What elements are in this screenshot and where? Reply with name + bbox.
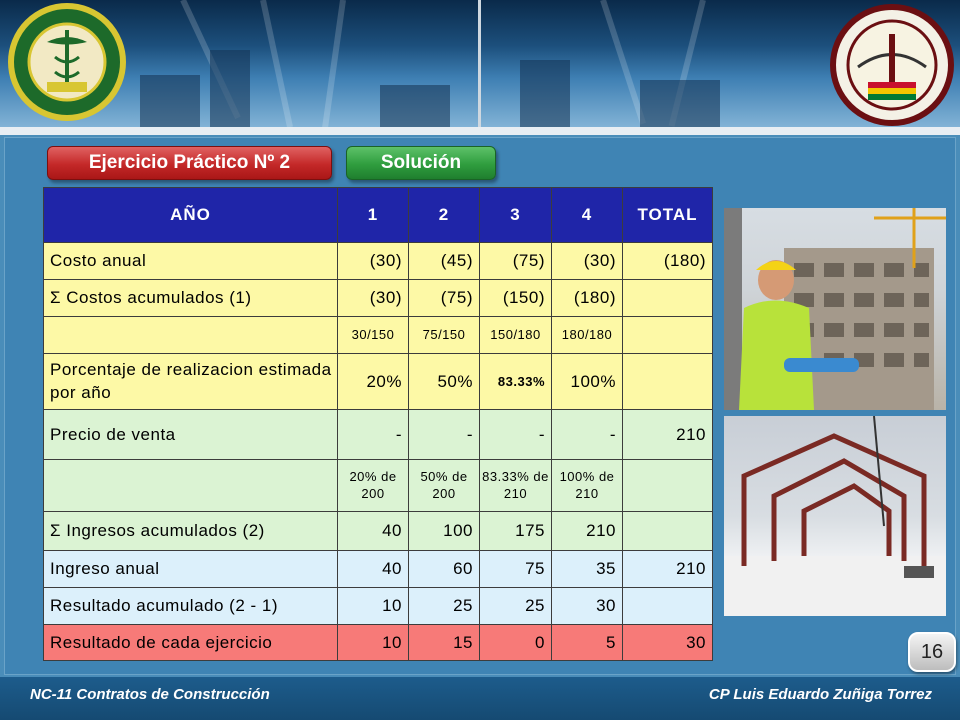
table-row <box>44 243 713 280</box>
table-row <box>44 460 713 512</box>
banner-building <box>140 75 200 130</box>
footer-bar <box>0 677 960 720</box>
colegio-bolivia-logo <box>8 3 126 121</box>
banner-light-ray <box>322 0 346 129</box>
solucion-button[interactable]: Solución <box>346 146 496 180</box>
table-cell: 30 <box>552 588 623 625</box>
banner-building <box>520 60 570 130</box>
table-cell: (30) <box>338 243 409 280</box>
table-cell: 50% <box>409 354 480 410</box>
row-label <box>44 317 338 354</box>
table-cell: 100% de 210 <box>552 460 623 512</box>
author-name: CP Luis Eduardo Zuñiga Torrez <box>708 686 932 703</box>
row-label: Σ Costos acumulados (1) <box>44 280 338 317</box>
table-cell: (30) <box>338 280 409 317</box>
header-ano: AÑO <box>44 188 338 243</box>
results-table <box>43 187 713 661</box>
banner-building <box>210 50 250 130</box>
table-cell: 25 <box>409 588 480 625</box>
row-label: Resultado acumulado (2 - 1) <box>44 588 338 625</box>
table-cell: 5 <box>552 625 623 661</box>
row-label: Porcentaje de realizacion estimada por año <box>44 354 338 410</box>
table-cell: 210 <box>623 410 713 460</box>
table-row <box>44 625 713 661</box>
table-row <box>44 410 713 460</box>
table-cell: (180) <box>552 280 623 317</box>
table-cell: 60 <box>409 551 480 588</box>
table-cell: (45) <box>409 243 480 280</box>
row-label: Ingreso anual <box>44 551 338 588</box>
table-cell: 100 <box>409 512 480 551</box>
table-cell: 35 <box>552 551 623 588</box>
steel-frame-image <box>724 416 946 616</box>
header-banner <box>0 0 960 130</box>
banner-building <box>380 85 450 130</box>
ejercicio-button[interactable]: Ejercicio Práctico Nº 2 <box>47 146 332 180</box>
header-year-2: 2 <box>409 188 480 243</box>
table-cell: 180/180 <box>552 317 623 354</box>
table-cell: 40 <box>338 551 409 588</box>
row-label: Costo anual <box>44 243 338 280</box>
header-separator <box>0 127 960 135</box>
table-cell: - <box>552 410 623 460</box>
table-cell: 83.33% de 210 <box>480 460 552 512</box>
caduceus-icon <box>17 12 117 112</box>
table-cell: 175 <box>480 512 552 551</box>
table-cell <box>623 588 713 625</box>
table-cell: (30) <box>552 243 623 280</box>
row-label: Resultado de cada ejercicio <box>44 625 338 661</box>
course-title: NC-11 Contratos de Construcción <box>30 686 270 703</box>
table-cell: 0 <box>480 625 552 661</box>
table-cell: 150/180 <box>480 317 552 354</box>
table-cell <box>623 460 713 512</box>
table-cell: 20% de 200 <box>338 460 409 512</box>
table-cell: 75/150 <box>409 317 480 354</box>
table-cell: 50% de 200 <box>409 460 480 512</box>
table-cell: 30 <box>623 625 713 661</box>
table-cell: - <box>409 410 480 460</box>
row-label: Σ Ingresos acumulados (2) <box>44 512 338 551</box>
table-cell <box>623 512 713 551</box>
header-year-4: 4 <box>552 188 623 243</box>
table-cell: (75) <box>480 243 552 280</box>
table-cell <box>623 280 713 317</box>
construction-worker-photo <box>724 208 946 410</box>
table-cell: - <box>338 410 409 460</box>
table-cell: (75) <box>409 280 480 317</box>
table-cell: 40 <box>338 512 409 551</box>
header-year-3: 3 <box>480 188 552 243</box>
table-cell: 83.33% <box>480 354 552 410</box>
table-cell <box>623 354 713 410</box>
steel-structure-photo <box>724 416 946 616</box>
table-row <box>44 280 713 317</box>
table-cell: 10 <box>338 588 409 625</box>
header-total: TOTAL <box>623 188 713 243</box>
table-cell: (180) <box>623 243 713 280</box>
banner-divider <box>478 0 481 130</box>
table-cell <box>623 317 713 354</box>
table-cell: - <box>480 410 552 460</box>
table-cell: 30/150 <box>338 317 409 354</box>
seal-emblem-icon <box>838 12 946 118</box>
building-worker-image <box>724 208 946 410</box>
row-label: Precio de venta <box>44 410 338 460</box>
colegio-la-paz-logo <box>830 4 954 126</box>
header-year-1: 1 <box>338 188 409 243</box>
table-row <box>44 512 713 551</box>
table-cell: 25 <box>480 588 552 625</box>
table-cell: 100% <box>552 354 623 410</box>
table-cell: (150) <box>480 280 552 317</box>
table-header-row <box>44 188 713 243</box>
table-cell: 10 <box>338 625 409 661</box>
banner-building <box>640 80 720 130</box>
table-cell: 210 <box>552 512 623 551</box>
table-cell: 15 <box>409 625 480 661</box>
banner-light-ray <box>260 0 293 128</box>
table-cell: 20% <box>338 354 409 410</box>
page-number-badge: 16 <box>908 632 956 672</box>
table-row <box>44 588 713 625</box>
table-row <box>44 354 713 410</box>
table-row <box>44 551 713 588</box>
table-cell: 210 <box>623 551 713 588</box>
row-label <box>44 460 338 512</box>
table-cell: 75 <box>480 551 552 588</box>
table-row <box>44 317 713 354</box>
